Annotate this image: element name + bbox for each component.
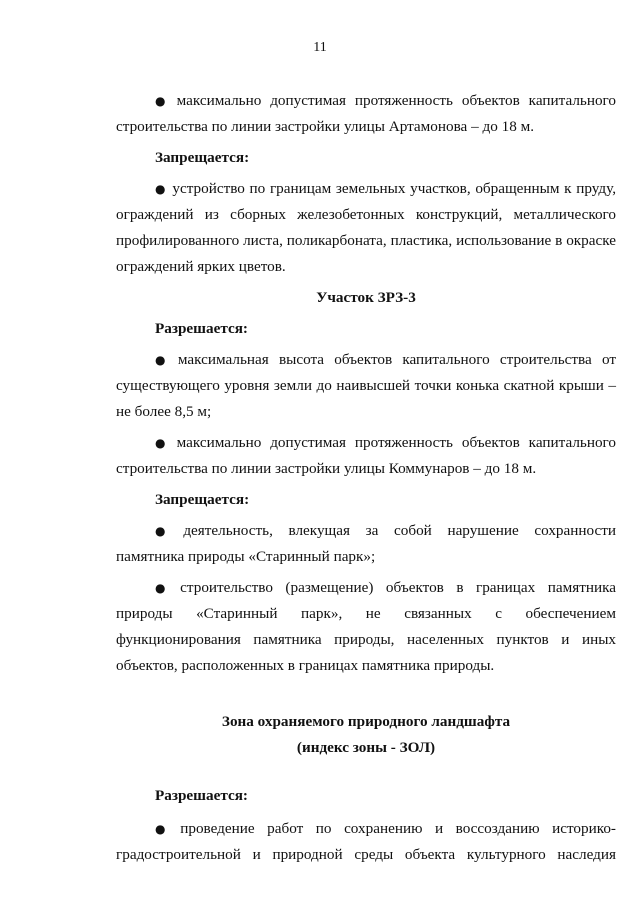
bullet-text: максимальная высота объектов капитального строительства от существующего уровня земли до наивысшей точки конька скатной крыши – не более 8,5 м; [116,351,616,420]
bullet-icon: ● [155,524,178,538]
bullet-text: устройство по границам земельных участков, обращенным к пруду, ограждений из сборных железобетонных конструкций, металлического профилированного листа, поликарбоната, пластика, использование в окраске ограждений ярких цветов. [116,180,616,275]
bullet-item-park-preservation [116,518,616,570]
bullet-text: максимально допустимая протяженность объектов капитального строительства по линии застройки улицы Коммунаров – до 18 м. [116,434,616,477]
zone-title-line2: (индекс зоны - ЗОЛ) [296,739,436,756]
bullet-icon: ● [155,581,175,595]
allowed-label-2: Разрешается: [155,787,248,804]
document-body [116,88,616,868]
bullet-text: проведение работ по сохранению и воссозданию историко-градостроительной и природной среды объекта культурного наследия [116,820,616,863]
bullet-text: максимально допустимая протяженность объектов капитального строительства по линии застройки улицы Артамонова – до 18 м. [116,92,616,135]
spacer [116,679,616,709]
forbidden-label: Запрещается: [155,149,250,166]
bullet-item-artamonova [116,88,616,140]
bullet-icon: ● [155,822,175,836]
section-title-zrz3: Участок ЗРЗ-3 [316,289,416,306]
bullet-item-height [116,347,616,425]
bullet-icon: ● [155,182,167,196]
allowed-label: Разрешается: [155,320,248,337]
bullet-text: строительство (размещение) объектов в границах памятника природы «Старинный парк», не связанных с обеспечением функционирования памятника природы, населенных пунктов и иных объектов, расположенных в границах памятника природы. [116,579,616,674]
page-number: 11 [313,40,327,55]
bullet-item-restoration [116,816,616,868]
bullet-icon: ● [155,436,171,450]
forbidden-label-2: Запрещается: [155,491,250,508]
bullet-icon: ● [155,94,171,108]
bullet-text: деятельность, влекущая за собой нарушение сохранности памятника природы «Старинный парк»; [116,522,616,565]
spacer [116,761,616,783]
bullet-item-kommunarov [116,430,616,482]
zone-title-line1: Зона охраняемого природного ландшафта [221,713,511,730]
bullet-item-park-construction [116,575,616,679]
bullet-icon: ● [155,353,172,367]
bullet-item-fences [116,176,616,280]
